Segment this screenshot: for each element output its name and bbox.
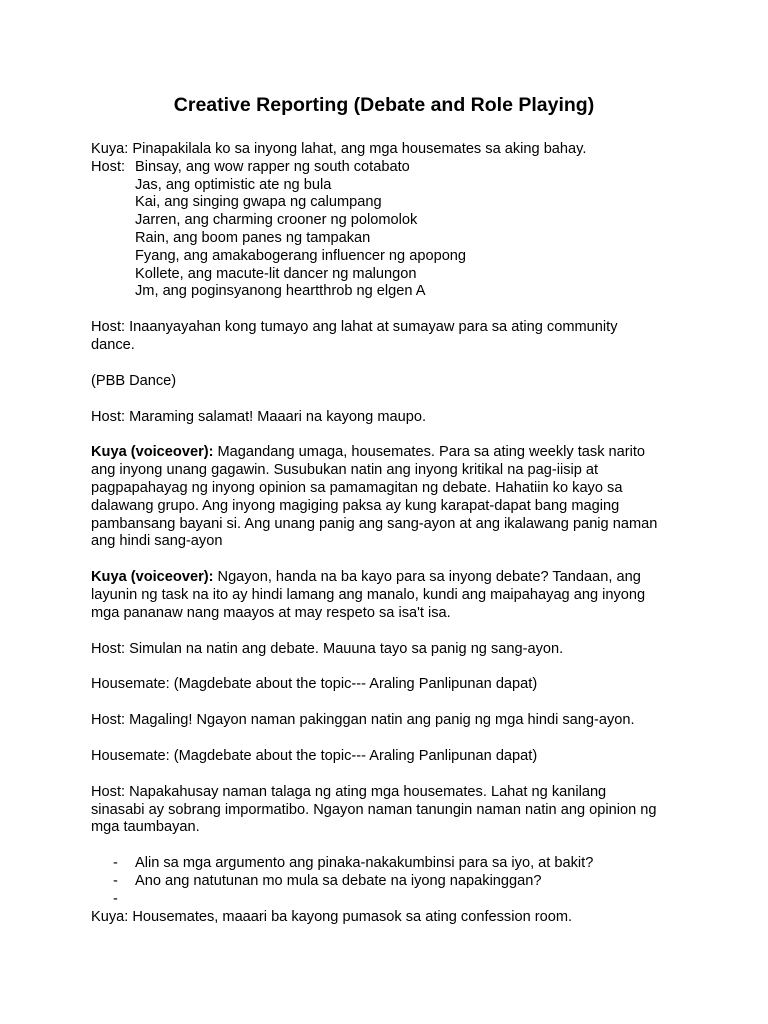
voiceover-paragraph-1 bbox=[91, 444, 691, 551]
confession-paragraph bbox=[91, 909, 691, 927]
paragraph-line: Host: Maraming salamat! Maaari na kayong maupo. bbox=[91, 408, 427, 425]
housemate-paragraph-1 bbox=[91, 676, 691, 694]
bullet-dash: - bbox=[113, 855, 118, 872]
housemate-item: Kai, ang singing gwapa ng calumpang bbox=[135, 194, 382, 211]
housemate-item: Jm, ang poginsyanong heartthrob ng elgen A bbox=[135, 283, 426, 300]
host-label: Host: bbox=[91, 158, 126, 175]
housemate-item: Kollete, ang macute-lit dancer ng malungon bbox=[135, 265, 417, 282]
paragraph-line: Housemate: (Magdebate about the topic--- Araling Panlipunan dapat) bbox=[91, 747, 538, 764]
voiceover-paragraph-2 bbox=[91, 569, 691, 622]
paragraph-line: mga pananaw nang maayos at may respeto sa isa't isa. bbox=[91, 604, 451, 621]
paragraph-line: Host: Magaling! Ngayon naman pakinggan natin ang panig ng mga hindi sang-ayon. bbox=[91, 712, 635, 729]
paragraph-line: Host: Inaanyayahan kong tumayo ang lahat at sumayaw para sa ating community bbox=[91, 319, 618, 336]
list-item-text: Alin sa mga argumento ang pinaka-nakakumbinsi para sa iyo, at bakit? bbox=[135, 855, 594, 872]
paragraph-line: pambansang bayani si. Ang unang panig ang sang-ayon at ang ikalawang panig naman bbox=[91, 515, 658, 532]
paragraph-line: ang hindi sang-ayon bbox=[91, 533, 223, 550]
paragraph-line: Housemate: (Magdebate about the topic--- Araling Panlipunan dapat) bbox=[91, 676, 538, 693]
document-title: Creative Reporting (Debate and Role Playing) bbox=[173, 94, 595, 116]
paragraph-line: Host: Napakahusay naman talaga ng ating mga housemates. Lahat ng kanilang bbox=[91, 783, 607, 800]
speaker-label: Kuya (voiceover): bbox=[91, 569, 214, 586]
invite-paragraph bbox=[91, 319, 691, 355]
start-debate-paragraph bbox=[91, 641, 691, 659]
paragraph-line bbox=[91, 569, 691, 587]
paragraph-line: Kuya: Housemates, maaari ba kayong pumasok sa ating confession room. bbox=[91, 908, 573, 925]
paragraph-line: mga taumbayan. bbox=[91, 819, 200, 836]
bullet-dash: - bbox=[113, 872, 118, 889]
pbb-dance-paragraph bbox=[91, 373, 691, 391]
intro-section bbox=[91, 141, 691, 301]
paragraph-line bbox=[91, 444, 691, 462]
housemate-item: Fyang, ang amakabogerang influencer ng apopong bbox=[135, 247, 467, 264]
list-item bbox=[91, 891, 691, 909]
housemate-paragraph-2 bbox=[91, 748, 691, 766]
document-body bbox=[91, 141, 691, 944]
paragraph-line: ang inyong unang gagawin. Susubukan natin ang inyong kritikal na pag-iisip at bbox=[91, 462, 599, 479]
paragraph-line: dalawang grupo. Ang inyong magiging paksa ay kung karapat-dapat bang maging bbox=[91, 497, 620, 514]
list-item bbox=[91, 873, 691, 891]
kuya-intro-line: Kuya: Pinapakilala ko sa inyong lahat, ang mga housemates sa aking bahay. bbox=[91, 141, 587, 157]
housemate-item: Jas, ang optimistic ate ng bula bbox=[135, 176, 332, 193]
host-first-line bbox=[91, 159, 691, 177]
paragraph-line: dance. bbox=[91, 336, 135, 353]
list-item bbox=[91, 855, 691, 873]
housemate-item: Binsay, ang wow rapper ng south cotabato bbox=[135, 158, 410, 175]
magaling-paragraph bbox=[91, 712, 691, 730]
paragraph-line: layunin ng task na ito ay hindi lamang ang manalo, kundi ang maipahayag ang inyong bbox=[91, 586, 646, 603]
paragraph-line: sinasabi ay sobrang impormatibo. Ngayon naman tanungin naman natin ang opinion ng bbox=[91, 801, 657, 818]
housemate-item: Rain, ang boom panes ng tampakan bbox=[135, 229, 371, 246]
paragraph-line: (PBB Dance) bbox=[91, 372, 177, 389]
paragraph-text: Magandang umaga, housemates. Para sa ating weekly task narito bbox=[213, 444, 646, 461]
paragraph-line: Host: Simulan na natin ang debate. Mauuna tayo sa panig ng sang-ayon. bbox=[91, 640, 564, 657]
list-item-text: Ano ang natutunan mo mula sa debate na iyong napakinggan? bbox=[135, 872, 542, 889]
speaker-label: Kuya (voiceover): bbox=[91, 444, 214, 461]
bullet-dash: - bbox=[113, 890, 118, 907]
paragraph-text: Ngayon, handa na ba kayo para sa inyong debate? Tandaan, ang bbox=[213, 569, 641, 586]
closing-paragraph bbox=[91, 784, 691, 837]
question-list bbox=[91, 855, 691, 908]
housemate-item: Jarren, ang charming crooner ng polomolok bbox=[135, 212, 418, 229]
paragraph-line: pagpapahayag ng inyong opinion sa pamamagitan ng debate. Hahatiin ko kayo sa bbox=[91, 479, 623, 496]
thanks-paragraph bbox=[91, 409, 691, 427]
